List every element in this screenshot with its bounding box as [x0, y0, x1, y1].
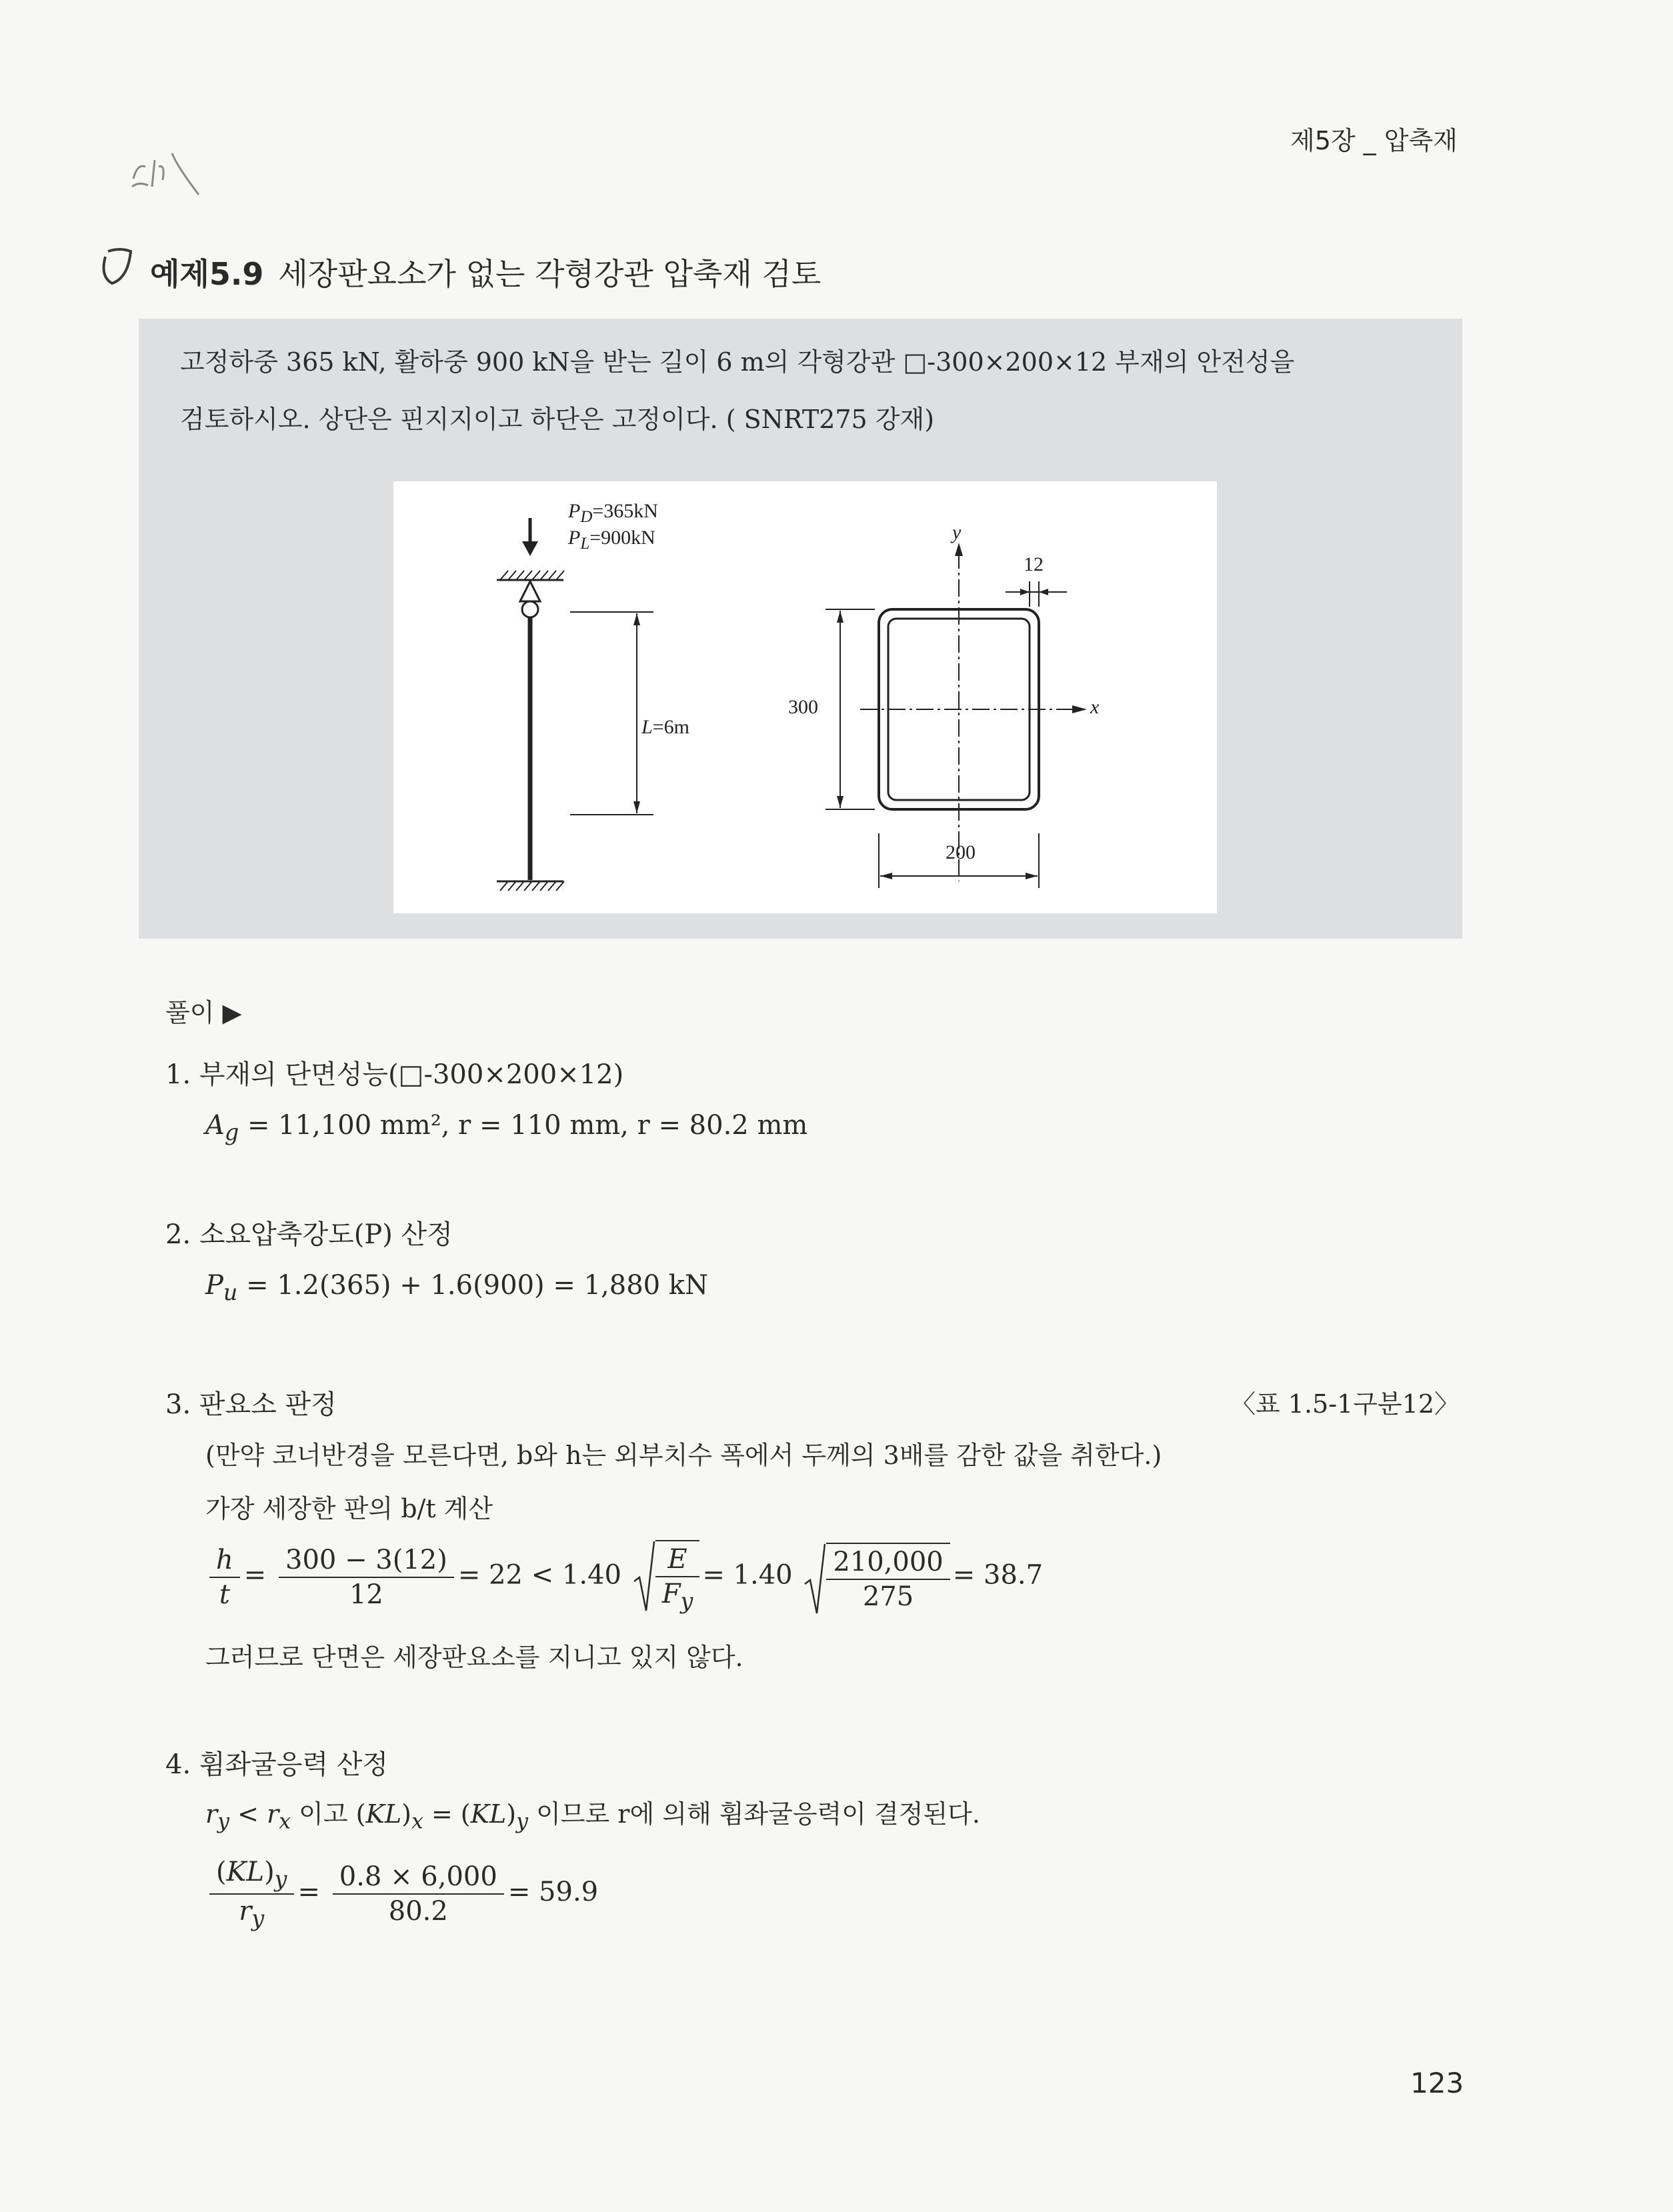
x-axis-label: x — [1090, 696, 1100, 718]
thickness-label: 12 — [1024, 553, 1044, 575]
step1-title: 1. 부재의 단면성능(□-300×200×12) — [165, 1059, 624, 1090]
step3-conclusion: 그러므로 단면은 세장판요소를 지니고 있지 않다. — [205, 1643, 743, 1672]
step3-note-2: 가장 세장한 판의 b/t 계산 — [205, 1494, 493, 1523]
height-label: 300 — [788, 696, 818, 718]
example-title — [150, 250, 821, 294]
step4-title: 4. 휨좌굴응력 산정 — [165, 1749, 389, 1780]
kl-over-r: $\frac{(KL)_y}{r_y}$ — [209, 1857, 294, 1931]
sqrt-numeric: $\frac{210,000}{275}$ — [803, 1543, 950, 1612]
step4-formula: $\frac{(KL)_y}{r_y}$ = $\frac{0.8 \times 6,000}{80.2}$ = 59.9 — [205, 1857, 598, 1931]
ratio-fraction: $\frac{300 - 3(12)}{12}$ — [279, 1545, 454, 1610]
h-over-t: $\frac{h}{t}$ — [209, 1545, 240, 1610]
sqrt-e-fy: $\frac{E}{F_y}$ — [633, 1540, 700, 1614]
example-title-text: 세장판요소가 없는 각형강관 압축재 검토 — [278, 256, 821, 292]
table-reference: 〈표 1.5-1구분12〉 — [1230, 1389, 1460, 1419]
step1-values: $A_g = 11,100$ mm², r = 110 mm, r = 80.2 mm — [205, 1110, 808, 1145]
handwritten-mark — [125, 140, 212, 220]
step2-formula: $P_u = 1.2(365) + 1.6(900) = 1,880$ kN — [205, 1270, 709, 1305]
check-mark — [93, 243, 140, 290]
width-label: 200 — [946, 841, 976, 863]
problem-line-1: 고정하중 365 kN, 활하중 900 kN을 받는 길이 6 m의 각형강관 □-300×200×12 부재의 안전성을 — [180, 347, 1295, 377]
slenderness-fraction: $\frac{0.8 \times 6,000}{80.2}$ — [333, 1861, 504, 1927]
length-label: L=6m — [641, 716, 689, 738]
step3-note-1: (만약 코너반경을 모른다면, b와 h는 외부치수 폭에서 두께의 3배를 감한 값을 취한다.) — [205, 1441, 1162, 1470]
page-number: 123 — [1410, 2067, 1464, 2099]
dead-load-label: $P_D=365kN$ — [568, 500, 658, 526]
step2-title: 2. 소요압축강도(P) 산정 — [165, 1219, 453, 1250]
solution-lead: 풀이 ▶ — [165, 998, 242, 1027]
live-load-label: $P_L=900kN$ — [568, 527, 655, 553]
example-number: 예제5.9 — [150, 256, 264, 292]
step3-formula: $\frac{h}{t}$ = $\frac{300 - 3(12)}{12}$ = 22 < 1.40 $\frac{E}{F_y}$ = 1.40 $\frac{210,000}{275}$ = 38.7 — [205, 1540, 1043, 1614]
y-axis-label: y — [952, 521, 962, 543]
step4-line: $r_y < r_x$ 이고 $(KL)_x = (KL)_y$ 이므로 r에 의해 휨좌굴응력이 결정된다. — [205, 1799, 980, 1834]
column-figure — [393, 481, 1217, 913]
running-head: 제5장 _ 압축재 — [1290, 126, 1458, 155]
step3-title: 3. 판요소 판정 — [165, 1389, 337, 1420]
problem-line-2: 검토하시오. 상단은 핀지지이고 하단은 고정이다. ( SNRT275 강재) — [180, 405, 935, 434]
